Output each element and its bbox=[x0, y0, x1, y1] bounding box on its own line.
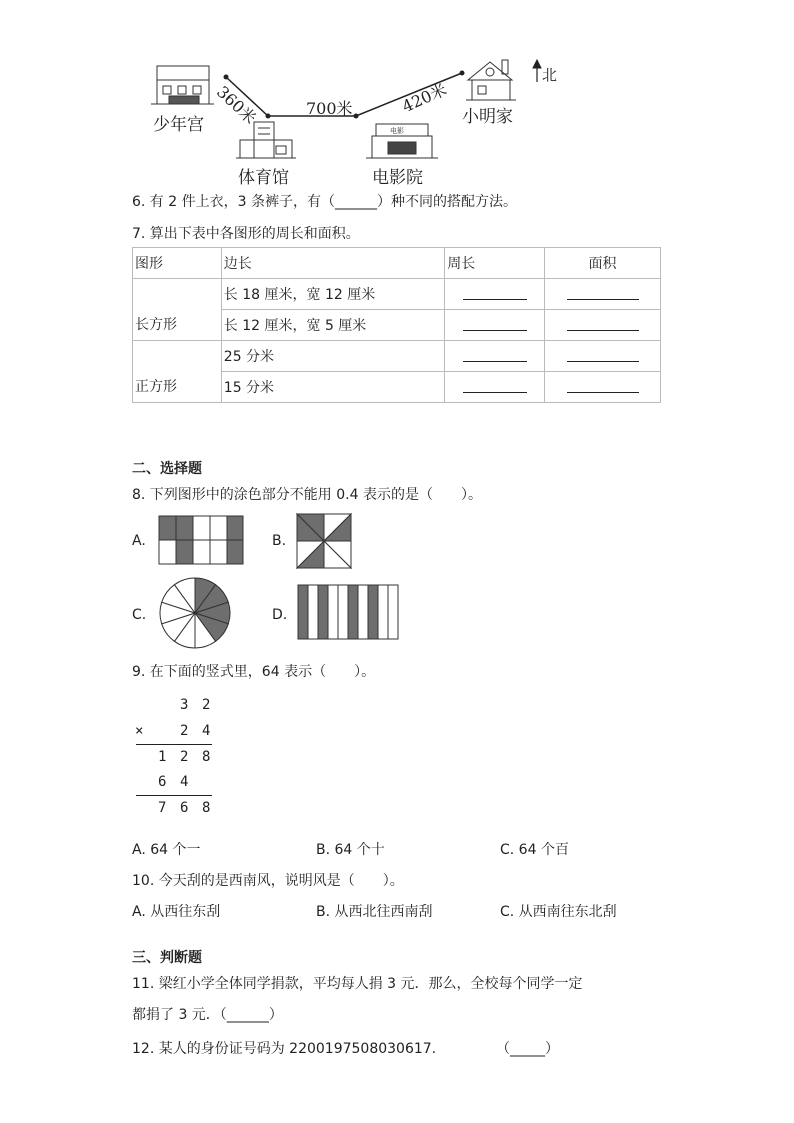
area-answer-blank[interactable] bbox=[567, 347, 639, 362]
calc-digit: 6 bbox=[180, 800, 189, 816]
table-row bbox=[133, 341, 661, 372]
q7-table bbox=[132, 247, 661, 403]
table-header-row bbox=[133, 248, 661, 279]
q8-option-b-label[interactable]: B. bbox=[272, 533, 287, 549]
q11-line-1: 11. 梁红小学全体同学捐款，平均每人捐 3 元．那么，全校每个同学一定 bbox=[132, 976, 583, 992]
header-area: 面积 bbox=[545, 248, 661, 279]
perimeter-answer-blank[interactable] bbox=[463, 285, 527, 300]
calc-digit: 6 bbox=[158, 774, 167, 790]
q9-option-c[interactable]: C. 64 个百 bbox=[500, 842, 569, 858]
q8-option-a-label[interactable]: A. bbox=[132, 533, 146, 549]
q12-answer bbox=[496, 1038, 559, 1058]
q11-line-2-text: 都捐了 3 元．（ bbox=[132, 1007, 227, 1023]
q12-blank[interactable]: _____ bbox=[510, 1041, 545, 1057]
header-shape: 图形 bbox=[133, 248, 222, 279]
calc-digit: 4 bbox=[180, 774, 189, 790]
calc-digit: 2 bbox=[180, 749, 189, 765]
area-answer-blank[interactable] bbox=[567, 316, 639, 331]
route-map bbox=[0, 0, 794, 190]
question-6 bbox=[132, 191, 517, 211]
times-sign: × bbox=[135, 723, 144, 739]
calc-digit: 8 bbox=[202, 800, 211, 816]
q10-option-a[interactable]: A. 从西往东刮 bbox=[132, 904, 221, 920]
row-side: 长 12 厘米，宽 5 厘米 bbox=[221, 310, 444, 341]
calc-rule bbox=[136, 744, 212, 745]
calc-digit: 4 bbox=[202, 723, 211, 739]
distance-360: 360米 bbox=[212, 82, 260, 128]
calc-digit: 2 bbox=[202, 697, 211, 713]
q9-title: 9. 在下面的竖式里，64 表示（ ）。 bbox=[132, 664, 376, 680]
header-side: 边长 bbox=[221, 248, 444, 279]
q8-title: 8. 下列图形中的涂色部分不能用 0.4 表示的是（ ）。 bbox=[132, 487, 482, 503]
q8-figure-b[interactable] bbox=[296, 513, 352, 569]
row-side: 25 分米 bbox=[221, 341, 444, 372]
q8-figure-d[interactable] bbox=[297, 584, 399, 640]
area-answer-blank[interactable] bbox=[567, 378, 639, 393]
calc-digit: 7 bbox=[158, 800, 167, 816]
perimeter-answer-blank[interactable] bbox=[463, 316, 527, 331]
q11-blank[interactable]: ______ bbox=[226, 1007, 269, 1023]
shape-square: 正方形 bbox=[133, 341, 222, 403]
q11-close: ） bbox=[268, 1007, 283, 1023]
q9-option-b[interactable]: B. 64 个十 bbox=[316, 842, 385, 858]
calc-digit: 8 bbox=[202, 749, 211, 765]
distance-700: 700米 bbox=[306, 99, 353, 118]
row-side: 长 18 厘米，宽 12 厘米 bbox=[221, 279, 444, 310]
youth-palace-icon bbox=[151, 66, 214, 104]
perimeter-answer-blank[interactable] bbox=[463, 378, 527, 393]
north-label: 北 bbox=[542, 66, 558, 84]
q6-blank[interactable]: ______ bbox=[334, 194, 377, 210]
q8-figure-c[interactable] bbox=[158, 576, 234, 650]
q7-title: 7. 算出下表中各图形的周长和面积。 bbox=[132, 226, 360, 242]
cinema-icon bbox=[366, 124, 438, 158]
svg-text:电影: 电影 bbox=[390, 127, 404, 135]
q8-figure-a[interactable] bbox=[158, 515, 244, 565]
q9-option-a[interactable]: A. 64 个一 bbox=[132, 842, 201, 858]
area-answer-blank[interactable] bbox=[567, 285, 639, 300]
shape-rectangle: 长方形 bbox=[133, 279, 222, 341]
q10-option-b[interactable]: B. 从西北往西南刮 bbox=[316, 904, 433, 920]
q10-option-c[interactable]: C. 从西南往东北刮 bbox=[500, 904, 617, 920]
place-stadium: 体育馆 bbox=[238, 168, 289, 188]
place-home: 小明家 bbox=[462, 107, 513, 127]
question-12 bbox=[132, 1038, 436, 1058]
calc-digit: 1 bbox=[158, 749, 167, 765]
row-side: 15 分米 bbox=[221, 372, 444, 403]
distance-420: 420米 bbox=[399, 79, 450, 117]
q12-text: 12. 某人的身份证号码为 2200197508030617. bbox=[132, 1041, 437, 1057]
q11-line-2 bbox=[132, 1004, 283, 1024]
q8-option-d-label[interactable]: D. bbox=[272, 607, 288, 623]
section-3-heading: 三、判断题 bbox=[132, 950, 202, 966]
header-perimeter: 周长 bbox=[445, 248, 545, 279]
place-youth-palace: 少年宫 bbox=[153, 115, 204, 135]
north-arrow-icon bbox=[533, 60, 541, 82]
perimeter-answer-blank[interactable] bbox=[463, 347, 527, 362]
q12-open: （ bbox=[496, 1041, 510, 1057]
calc-digit: 3 bbox=[180, 697, 189, 713]
calc-rule bbox=[136, 795, 212, 796]
q6-text-after: ）种不同的搭配方法。 bbox=[376, 194, 517, 210]
q10-title: 10. 今天刮的是西南风，说明风是（ ）。 bbox=[132, 873, 404, 889]
table-row bbox=[133, 279, 661, 310]
place-cinema: 电影院 bbox=[372, 168, 423, 188]
calc-digit: 2 bbox=[180, 723, 189, 739]
section-2-heading: 二、选择题 bbox=[132, 461, 202, 477]
house-icon bbox=[466, 60, 516, 100]
q12-close: ） bbox=[545, 1041, 559, 1057]
q8-option-c-label[interactable]: C. bbox=[132, 607, 147, 623]
q6-text-before: 6. 有 2 件上衣，3 条裤子，有（ bbox=[132, 194, 335, 210]
